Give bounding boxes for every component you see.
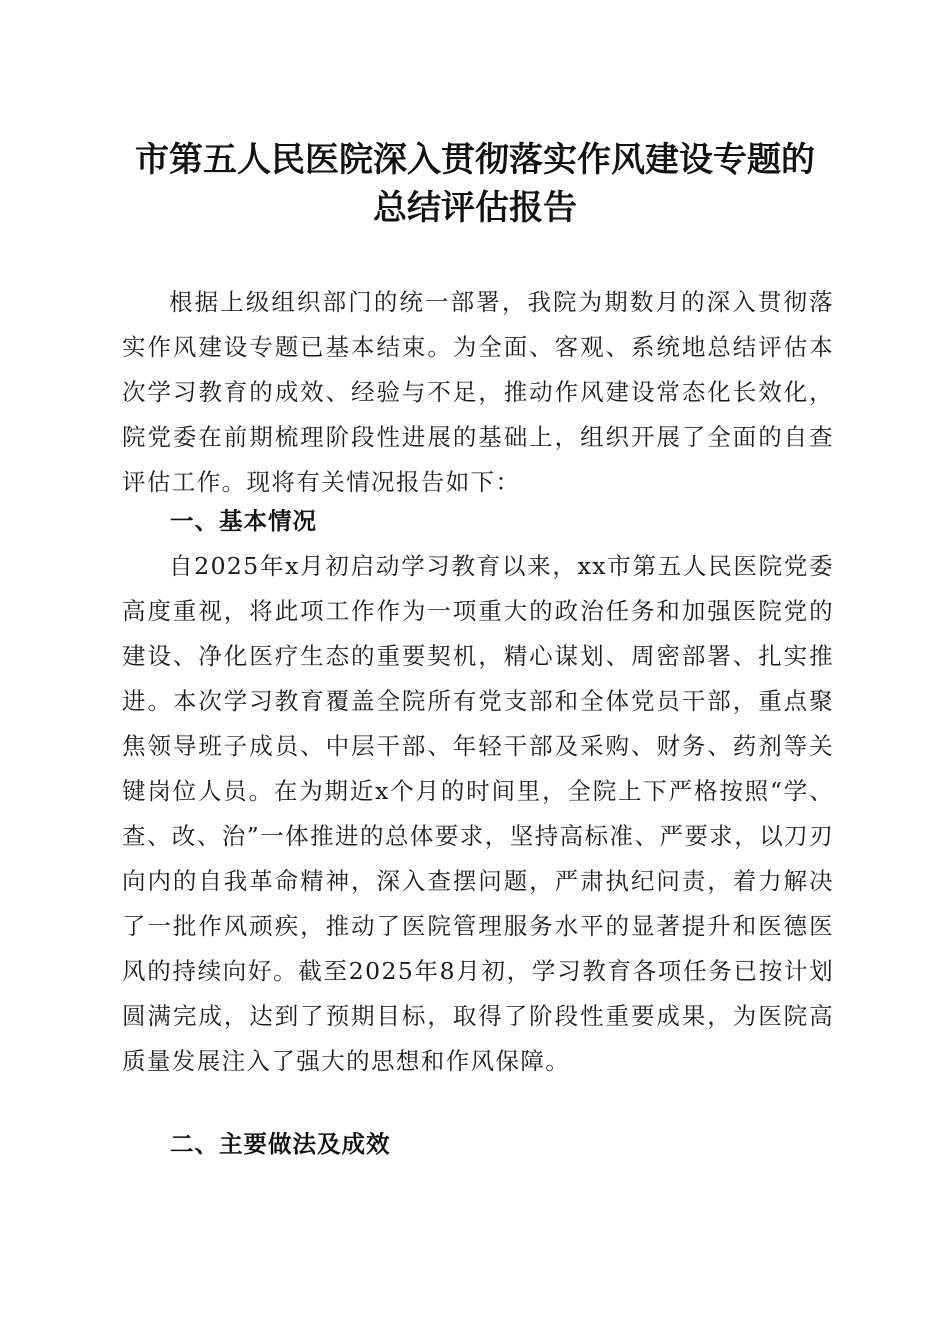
intro-paragraph: 根据上级组织部门的统一部署，我院为期数月的深入贯彻落实作风建设专题已基本结束。为全面、客观、系统地总结评估本次学习教育的成效、经验与不足，推动作风建设常态化长效化，院党委在前期梳理阶段性进展的基础上，组织开展了全面的自查评估工作。现将有关情况报告如下： xyxy=(122,288,834,496)
section-1-heading: 一、基本情况 xyxy=(170,507,317,535)
title-line-1: 市第五人民医院深入贯彻落实作风建设专题的 xyxy=(135,140,815,180)
document-title xyxy=(80,136,870,232)
title-line-2: 总结评估报告 xyxy=(373,188,577,228)
section-1-paragraph: 自2025年x月初启动学习教育以来，xx市第五人民医院党委高度重视，将此项工作作为一项重大的政治任务和加强医院党的建设、净化医疗生态的重要契机，精心谋划、周密部署、扎实推进。本次学习教育覆盖全院所有党支部和全体党员干部，重点聚焦领导班子成员、中层干部、年轻干部及采购、财务、药剂等关键岗位人员。在为期近x个月的时间里，全院上下严格按照“学、查、改、治”一体推进的总体要求，坚持高标准、严要求，以刀刃向内的自我革命精神，深入查摆问题，严肃执纪问责，着力解决了一批作风顽疾，推动了医院管理服务水平的显著提升和医德医风的持续向好。截至2025年8月初，学习教育各项任务已按计划圆满完成，达到了预期目标，取得了阶段性重要成果，为医院高质量发展注入了强大的思想和作风保障。 xyxy=(122,552,834,1075)
section-2-heading: 二、主要做法及成效 xyxy=(170,1130,391,1158)
